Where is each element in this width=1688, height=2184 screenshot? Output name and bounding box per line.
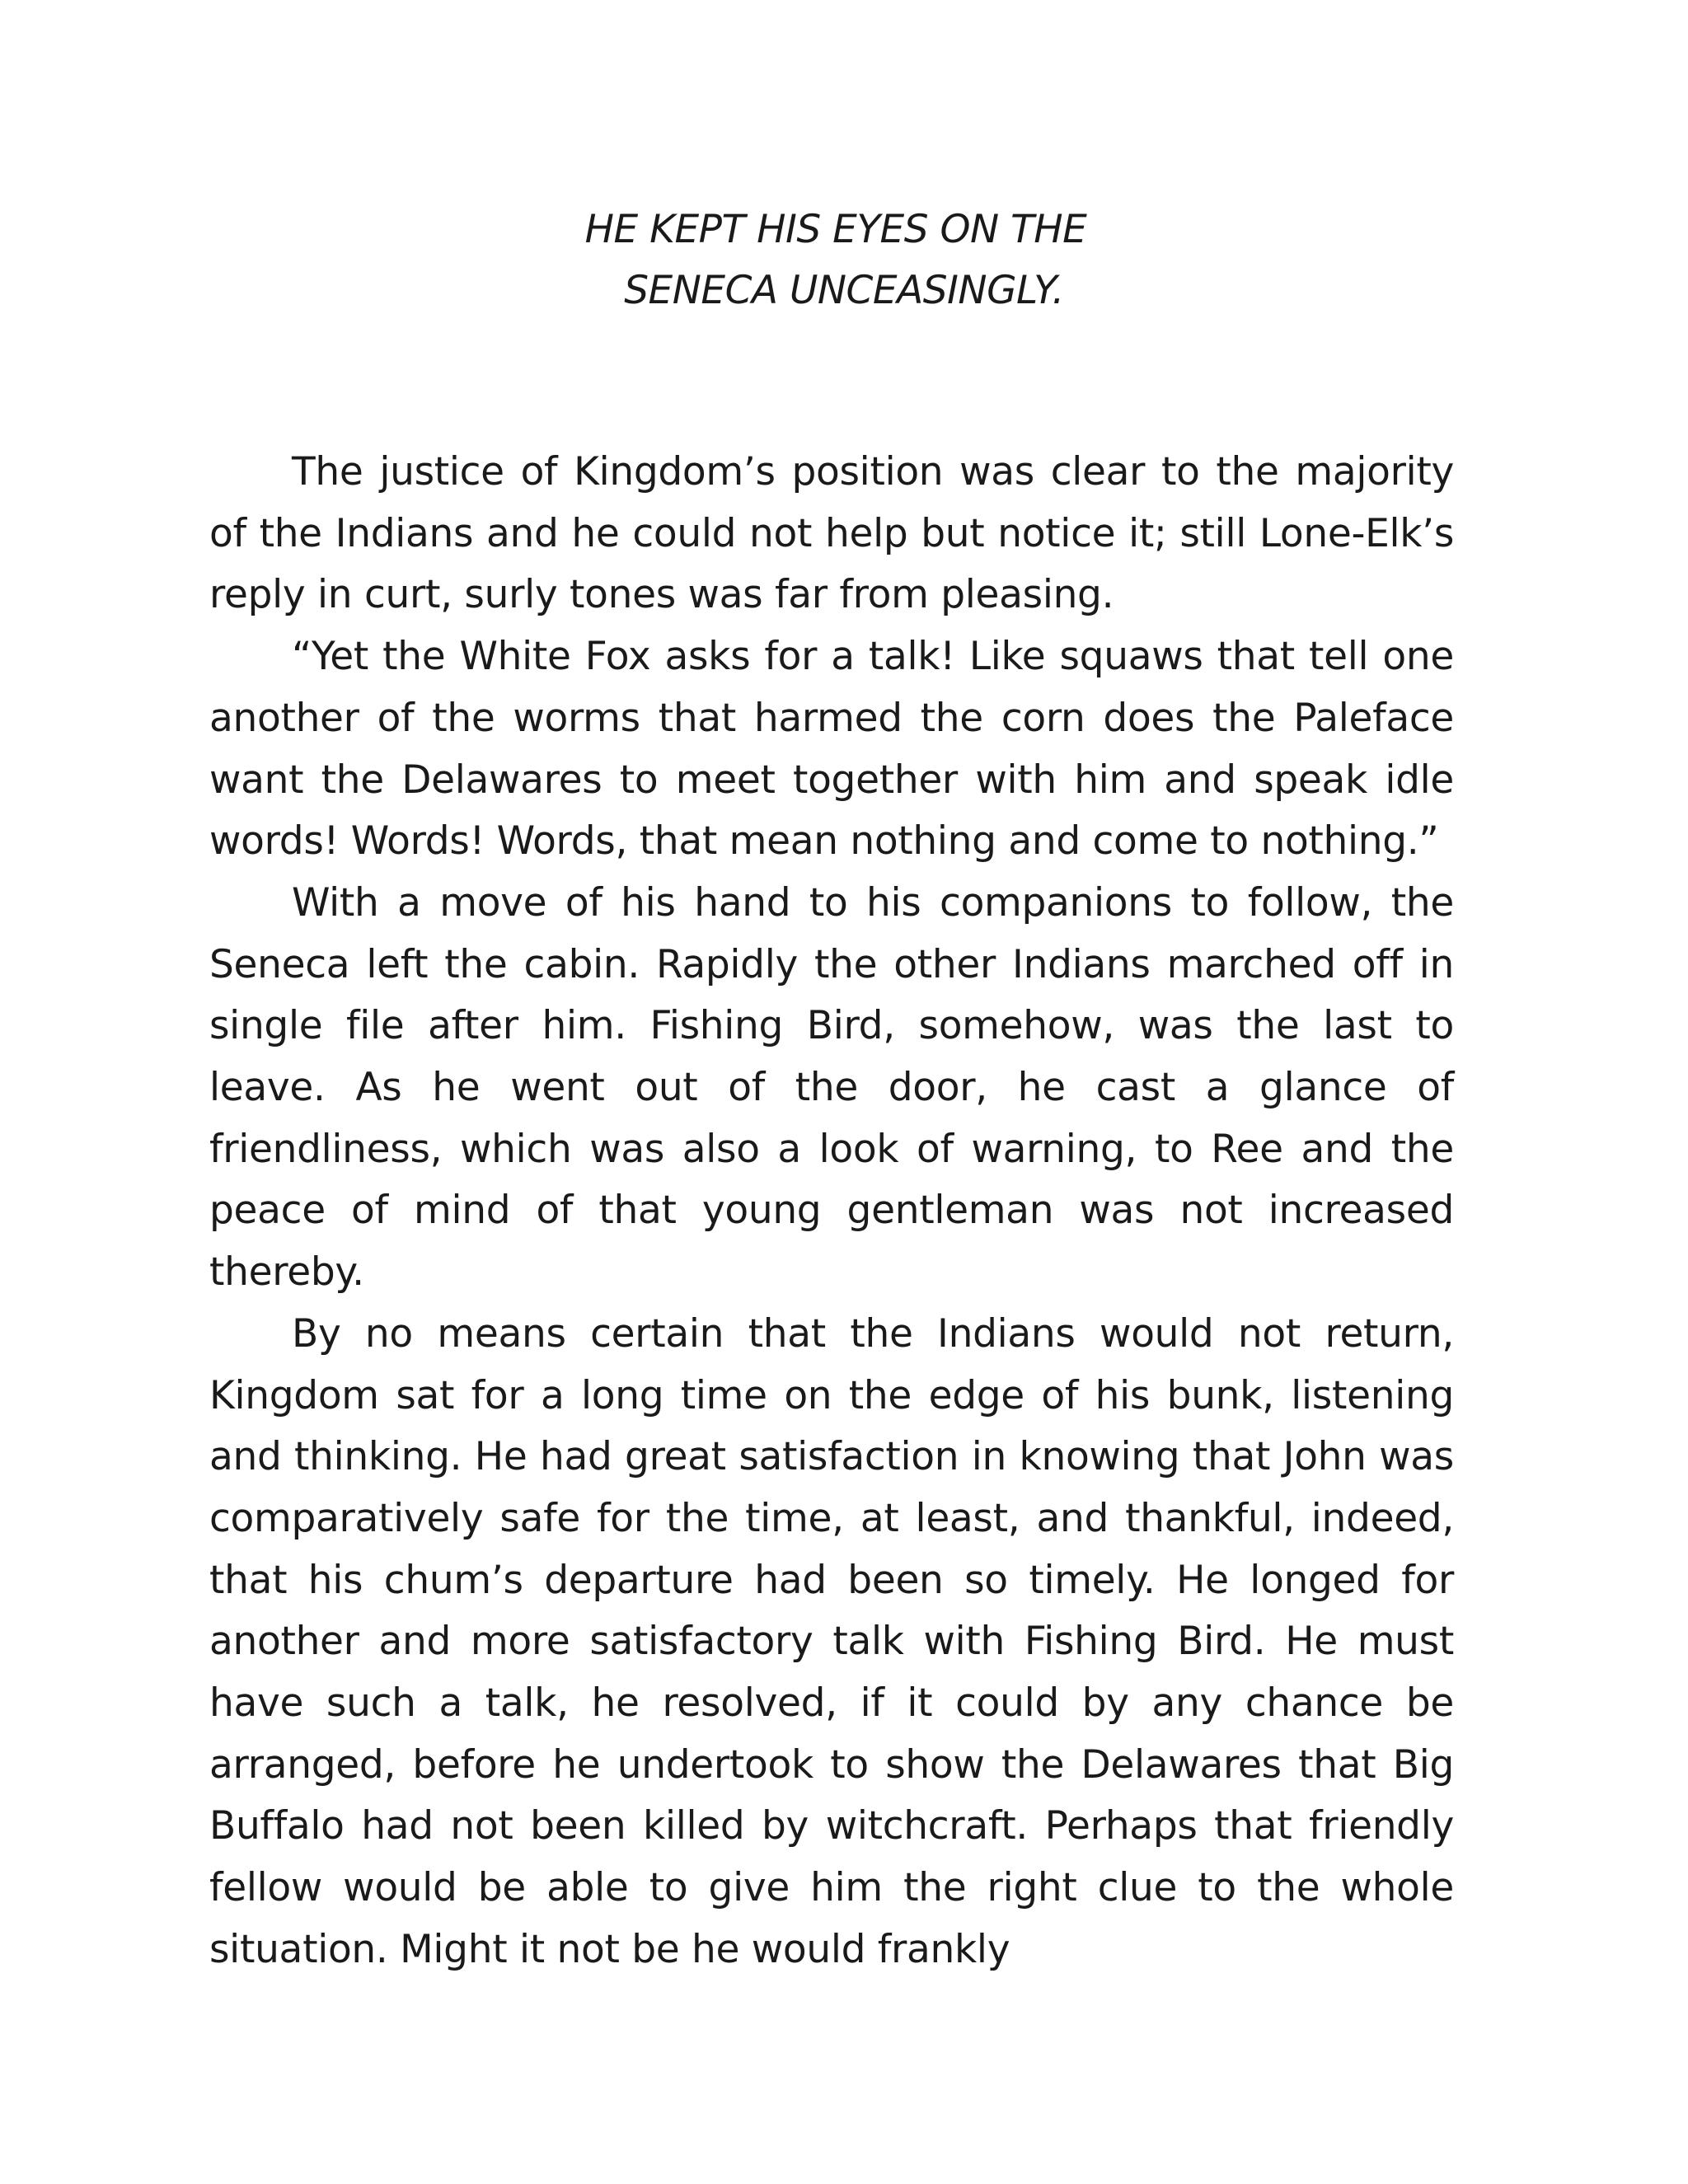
paragraph-4: By no means certain that the Indians would not return, Kingdom sat for a long time on the edge of his bunk, listening and thinking. He had great satisfaction in knowing that John was comparatively safe for the time, at least, and thankful, indeed, that his chum’s departure had been so timely. He longed for another and more satisfactory talk with Fishing Bird. He must have such a talk, he resolved, if it could by any chance be arranged, before he undertook to show the Delawares that Big Buffalo had not been killed by witchcraft. Perhaps that friendly fellow would be able to give him the right clue to the whole situation. Might it not be he would frankly (209, 1310, 1454, 1972)
paragraph-1: The justice of Kingdom’s position was clear to the majority of the Indians and he could not help but notice it; still Lone-Elk’s reply in curt, surly tones was far from pleasing. (209, 449, 1454, 618)
illustration-caption (0, 199, 1688, 321)
caption-line-2: SENECA UNCEASINGLY. (624, 268, 1064, 313)
paragraph-3: With a move of his hand to his companions to follow, the Seneca left the cabin. Rapidly the other Indians marched off in single file after him. Fishing Bird, somehow, was the last to leave. As he went out of the door, he cast a glance of friendliness, which was also a look of warning, to Ree and the peace of mind of that young gentleman was not increased thereby. (209, 879, 1454, 1296)
paragraph-2: “Yet the White Fox asks for a talk! Like squaws that tell one another of the worms that harmed the corn does the Paleface want the Delawares to meet together with him and speak idle words! Words! Words, that mean nothing and come to nothing.” (209, 634, 1454, 865)
body-text (209, 442, 1454, 1981)
caption-line-1: HE KEPT HIS EYES ON THE (584, 207, 1087, 252)
